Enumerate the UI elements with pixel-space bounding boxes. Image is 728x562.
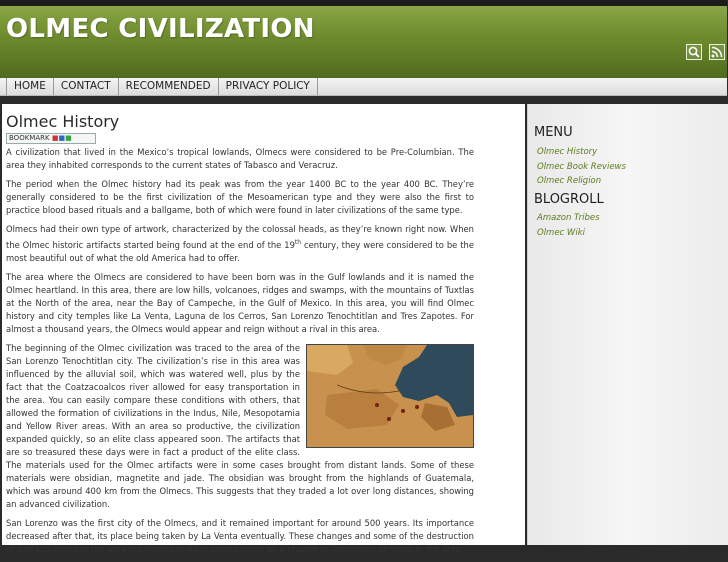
sidebar [527,104,728,545]
paragraph: The area where the Olmecs are considered to have been born was in the Gulf lowlands and it is named the Olmec heartland. In this area, there are low hills, volcanoes, ridges and swamps, with the mountains of Tuxtlas at the North of the area, near the Bay of Campeche, in the Gulf of Mexico. In this area, you will find Olmec history and city temples like La Venta, Laguna de los Cerros, San Lorenzo Tenochtitlan and Tres Zapotes. For almost a thousand years, the Olmecs would appear and reign without a rival in this area. [6,271,474,334]
menu-heading: MENU [534,125,573,140]
bookmark-button[interactable]: BOOKMARK ■■■ [6,133,96,144]
nav-home[interactable]: HOME [6,78,54,95]
paragraph: San Lorenzo was the first city of the Olmecs, and it remained important for around 500 years. Its importance decreased after that, its place being taken by La Venta eventually. These changes and some of the destruction of artifacts found in the area is believed to have been caused by a change in the course of rivers in the area. [6,517,474,554]
rss-icon[interactable] [709,44,725,60]
paragraph: The period when the Olmec history had its peak was from the year 1400 BC to the year 400 BC. They’re generally considered to be the first civilization of the Mesoamerican type and they were also the first to practice blood based rituals and a ballgame, both of which were found in later civilizations of the same type. [6,179,474,215]
bookmark-label: BOOKMARK [9,134,50,142]
paragraph: Olmecs had their own type of artwork, characterized by the colossal heads, as they’re known right now. When the Olmec historic artifacts started being found at the end of the 19th century, they were considered to be the most beautiful out of what the old America had to offer. [6,224,475,263]
site-header [0,6,727,78]
main-content [2,104,525,554]
blogroll-link-olmec-wiki[interactable]: Olmec Wiki [537,228,585,238]
post-title[interactable]: Olmec History [6,112,120,131]
olmec-map-image [306,344,474,448]
main-nav [0,78,727,96]
sidebar-link-olmec-book-reviews[interactable]: Olmec Book Reviews [537,162,626,172]
divider-band [0,96,727,104]
nav-recommended[interactable]: RECOMMENDED [119,78,219,95]
nav-contact[interactable]: CONTACT [54,78,119,95]
blogroll-heading: BLOGROLL [534,192,604,207]
share-icons: ■ [51,134,59,142]
sidebar-link-olmec-history[interactable]: Olmec History [537,147,598,157]
paragraph: The beginning of the Olmec civilization was traced to the area of the San Lorenzo Tenochtitlan city. The civilization’s rise in this area was influenced by the alluvial soil, which was watered well, plus by the fact that the Coatzacoalcos river allowed for easy transportation in the area. You can easily compare these conditions with others, that allowed the formation of civilizations in the Indus, Nile, Mesopotamia and Yellow River areas. With an area so productive, the civilization expanded quickly, so an elite class appeared soon. The artifacts that are so treasured these days were in fact a product of the elite class. The materials used for the Olmec artifacts were in some cases brought from distant lands. Some of these materials were obsidian, magnetite and jade. The obsidian was brought from the highlands of Guatemala, which was around 400 km from the Olmecs. This suggests that they traded a lot over long distances, showing an advanced civilization. [6,342,474,509]
search-icon[interactable] [686,44,702,60]
sidebar-link-olmec-religion[interactable]: Olmec Religion [537,176,602,186]
blogroll-link-amazon-tribes[interactable]: Amazon Tribes [537,213,600,223]
post-body [6,146,474,562]
paragraph: A civilization that lived in the Mexico’s tropical lowlands, Olmecs were considered to be Pre-Columbian. The area they inhabited corresponds to the current states of Tabasco and Veracruz. [6,147,474,170]
site-title[interactable]: OLMEC CIVILIZATION [6,14,315,44]
nav-privacy-policy[interactable]: PRIVACY POLICY [219,78,318,95]
